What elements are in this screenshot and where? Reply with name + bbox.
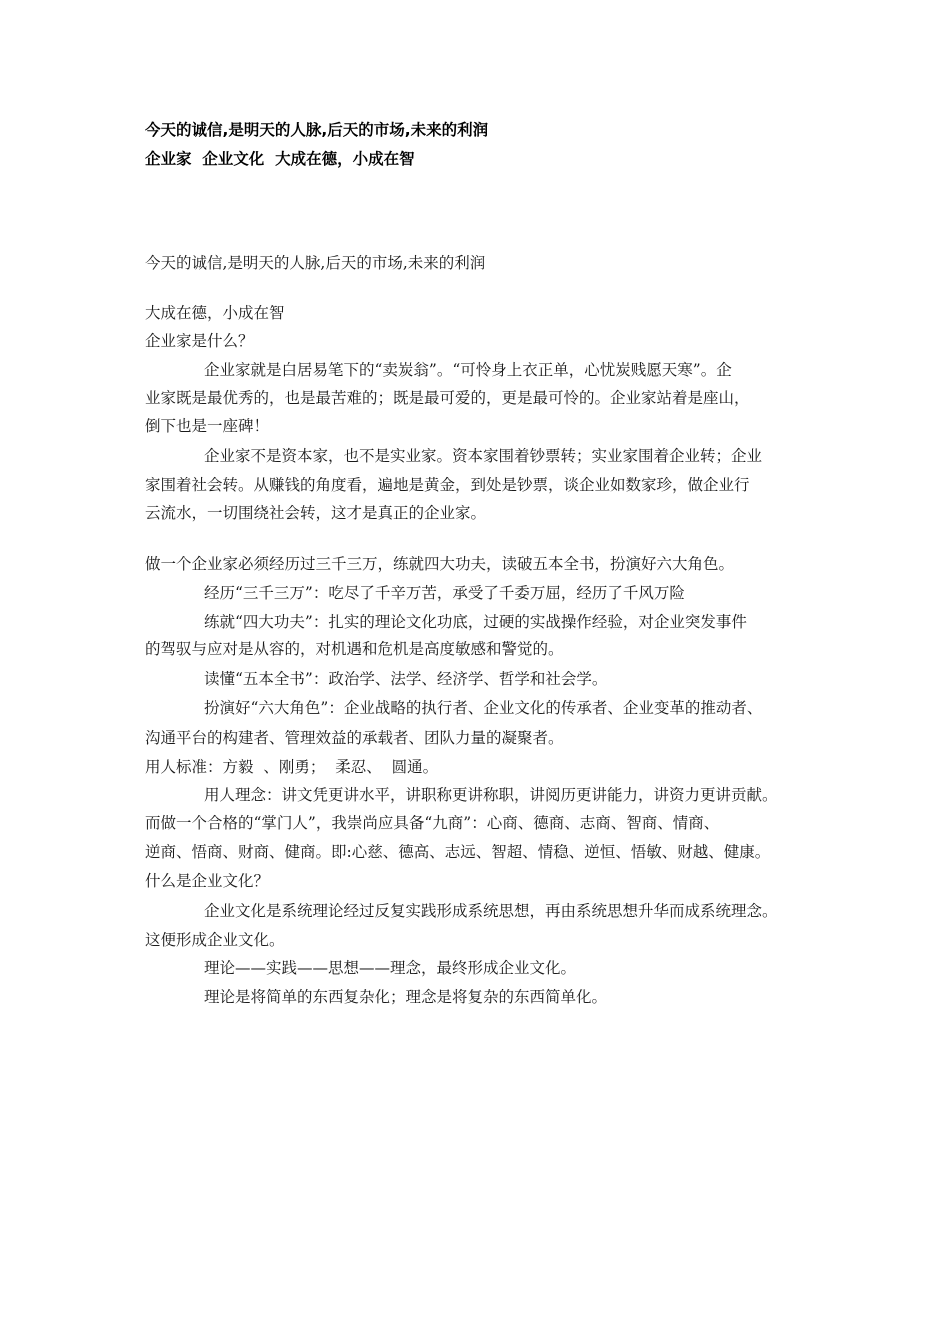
paragraph-line: 练就“四大功夫”：扎实的理论文化功底，过硬的实战操作经验，对企业突发事件 (204, 613, 747, 631)
paragraph-line: 扮演好“六大角色”：企业战略的执行者、企业文化的传承者、企业变革的推动者、 (204, 699, 763, 717)
paragraph-line: 用人标准：方毅 、刚勇； 柔忍、 圆通。 (145, 758, 439, 776)
paragraph-line: 沟通平台的构建者、管理效益的承载者、团队力量的凝聚者。 (145, 729, 564, 747)
question-culture: 什么是企业文化？ (145, 872, 270, 890)
paragraph-line: 做一个企业家必须经历过三千三万，练就四大功夫，读破五本全书，扮演好六大角色。 (145, 555, 735, 573)
paragraph-line: 逆商、悟商、财商、健商。即:心慈、德高、志远、智超、情稳、逆恒、悟敏、财越、健康。 (145, 843, 771, 861)
paragraph-line: 企业文化是系统理论经过反复实践形成系统思想，再由系统思想升华而成系统理念。 (204, 902, 778, 920)
paragraph-line: 理论是将简单的东西复杂化；理念是将复杂的东西简单化。 (204, 988, 608, 1006)
paragraph-line: 企业家不是资本家，也不是实业家。资本家围着钞票转；实业家围着企业转；企业 (204, 447, 763, 465)
paragraph-line: 业家既是最优秀的，也是最苦难的；既是最可爱的，更是最可怜的。企业家站着是座山， (145, 389, 750, 407)
paragraph-line: 云流水，一切围绕社会转，这才是真正的企业家。 (145, 504, 487, 522)
paragraph-line: 这便形成企业文化。 (145, 931, 285, 949)
paragraph-line: 读懂“五本全书”：政治学、法学、经济学、哲学和社会学。 (204, 670, 608, 688)
paragraph-line: 家围着社会转。从赚钱的角度看，遍地是黄金，到处是钞票，谈企业如数家珍，做企业行 (145, 476, 750, 494)
paragraph-line: 倒下也是一座碑！ (145, 417, 270, 435)
subtitle: 大成在德，小成在智 (145, 304, 285, 322)
question-entrepreneur: 企业家是什么？ (145, 332, 254, 350)
paragraph-line: 而做一个合格的“掌门人”，我崇尚应具备“九商”：心商、德商、志商、智商、情商、 (145, 814, 720, 832)
paragraph-line: 企业家就是白居易笔下的“卖炭翁”。“可怜身上衣正单，心忧炭贱愿天寒”。企 (204, 361, 732, 379)
motto: 今天的诚信,是明天的人脉,后天的市场,未来的利润 (145, 254, 486, 272)
heading-line-1: 今天的诚信,是明天的人脉,后天的市场,未来的利润 (145, 121, 489, 139)
paragraph-line: 的驾驭与应对是从容的，对机遇和危机是高度敏感和警觉的。 (145, 640, 564, 658)
paragraph-line: 理论——实践——思想——理念，最终形成企业文化。 (204, 959, 577, 977)
paragraph-line: 经历“三千三万”：吃尽了千辛万苦，承受了千委万屈，经历了千风万险 (204, 584, 685, 602)
heading-line-2: 企业家 企业文化 大成在德，小成在智 (145, 150, 415, 168)
paragraph-line: 用人理念：讲文凭更讲水平，讲职称更讲称职，讲阅历更讲能力，讲资力更讲贡献。 (204, 786, 778, 804)
